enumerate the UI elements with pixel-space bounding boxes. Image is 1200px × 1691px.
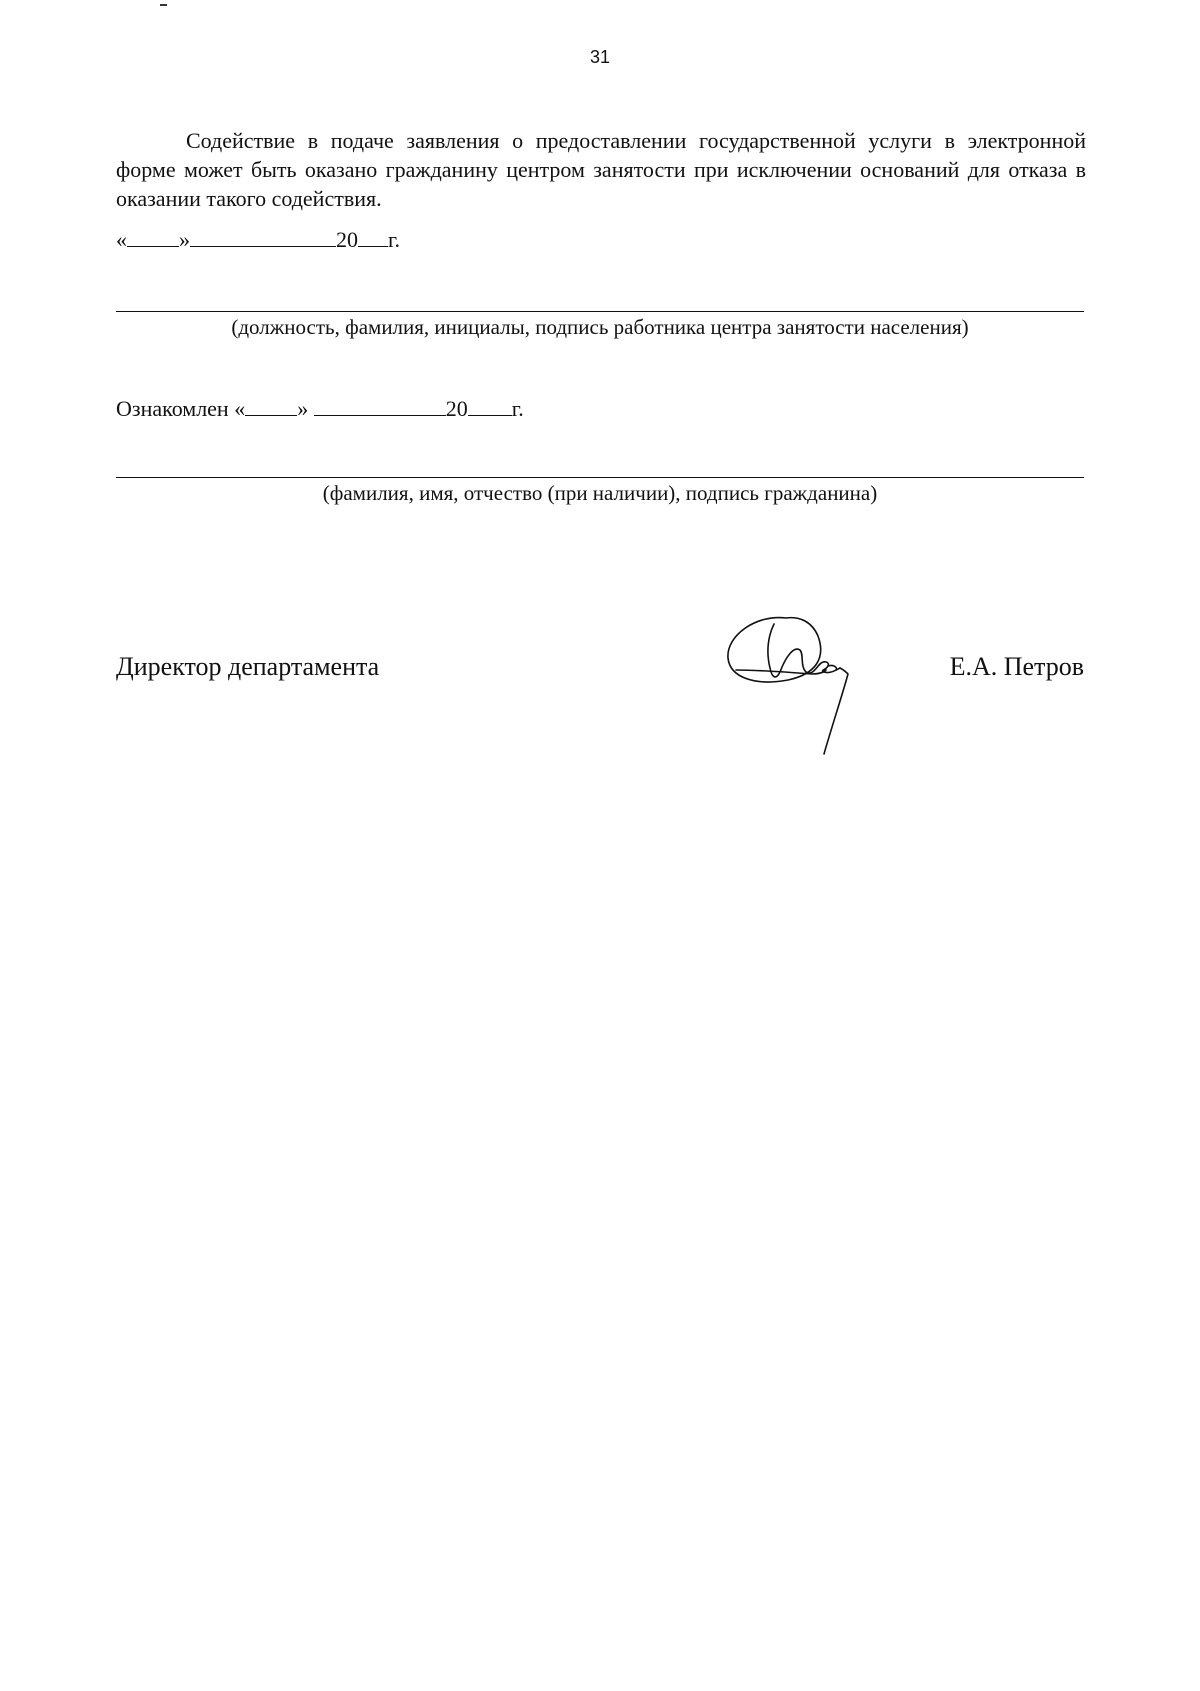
close-quote: » — [179, 227, 190, 252]
director-name: Е.А. Петров — [949, 652, 1084, 681]
acquainted-year-blank — [468, 397, 512, 416]
acquainted-year-suffix: г. — [511, 396, 524, 421]
date-line — [116, 228, 400, 252]
acquainted-line — [116, 397, 524, 421]
director-title: Директор департамента — [116, 652, 380, 681]
body-paragraph: Содействие в подаче заявления о предоставлении государственной услуги в электронной форме может быть оказано гражданину центром занятости при исключении оснований для отказа в оказании такого содействия. — [116, 128, 1086, 211]
employee-signature-line — [116, 311, 1084, 312]
page-number: 31 — [589, 47, 611, 67]
citizen-signature-line — [116, 477, 1084, 478]
acquainted-month-blank — [314, 397, 446, 416]
month-blank — [190, 228, 336, 247]
acquainted-day-blank — [245, 397, 297, 416]
acquainted-year-prefix: 20 — [445, 396, 468, 421]
year-blank — [358, 228, 388, 247]
scan-artifact — [160, 4, 167, 6]
day-blank — [127, 228, 179, 247]
open-quote: « — [116, 227, 127, 252]
year-prefix: 20 — [336, 227, 358, 252]
citizen-caption: (фамилия, имя, отчество (при наличии), подпись гражданина) — [322, 481, 878, 505]
handwritten-signature — [716, 606, 876, 766]
acquainted-label: Ознакомлен « — [116, 396, 246, 421]
employee-caption: (должность, фамилия, инициалы, подпись работника центра занятости населения) — [231, 315, 969, 339]
year-suffix: г. — [388, 227, 401, 252]
acquainted-close-quote: » — [297, 396, 309, 421]
